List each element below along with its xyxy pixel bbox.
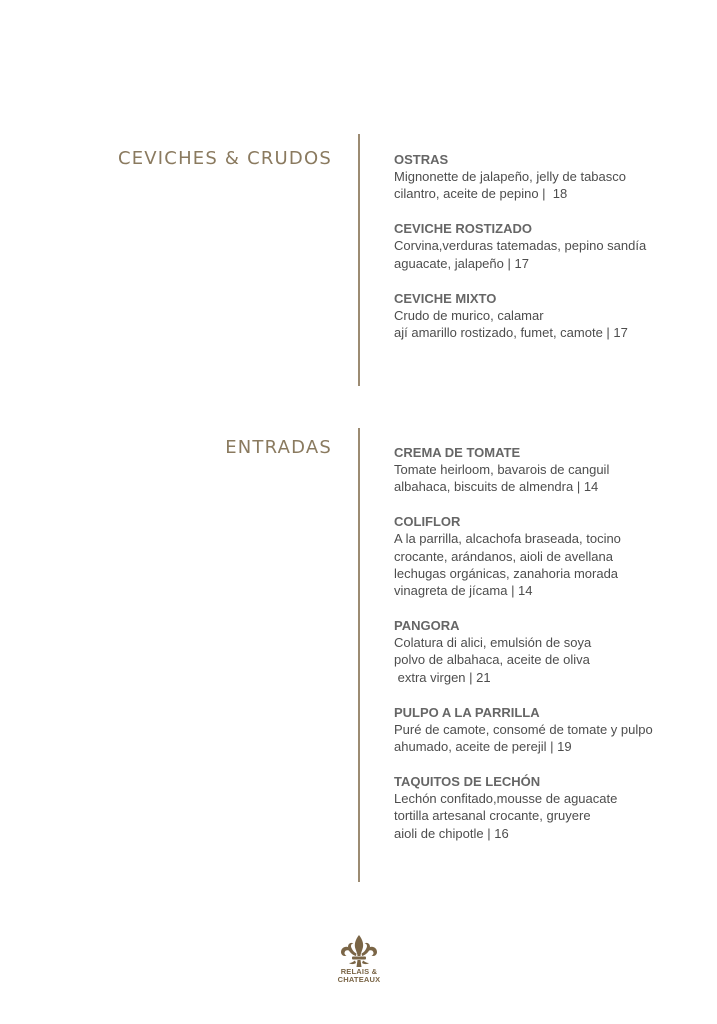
dish-description-line: crocante, arándanos, aioli de avellana — [394, 548, 613, 564]
dish-name: PULPO A LA PARRILLA — [394, 704, 540, 720]
menu-item — [394, 773, 694, 842]
dish-description-line: aguacate, jalapeño | 17 — [394, 255, 529, 271]
menu-item — [394, 617, 694, 686]
dish-description-line: Lechón confitado,mousse de aguacate — [394, 791, 618, 807]
dish-name: COLIFLOR — [394, 514, 461, 530]
dish-description-line: extra virgen | 21 — [394, 669, 491, 685]
section-divider — [358, 134, 360, 386]
dish-description-line: Mignonette de jalapeño, jelly de tabasco — [394, 169, 626, 184]
dish-description-line: aioli de chipotle | 16 — [394, 825, 509, 841]
dish-description-line: vinagreta de jícama | 14 — [394, 583, 533, 599]
menu-item — [394, 220, 694, 271]
menu-item — [394, 704, 694, 755]
dish-name: CEVICHE MIXTO — [394, 290, 497, 306]
dish-description-line: A la parrilla, alcachofa braseada, tocino — [394, 531, 621, 547]
dish-name: CREMA DE TOMATE — [394, 445, 521, 460]
dish-description-line: polvo de albahaca, aceite de oliva — [394, 652, 590, 668]
fleur-de-lis-icon — [338, 934, 380, 968]
logo-text-line2: CHATEAUX — [337, 975, 381, 984]
dish-description-line: ají amarillo rostizado, fumet, camote | 17 — [394, 325, 628, 341]
dish-name: TAQUITOS DE LECHÓN — [394, 774, 541, 790]
dish-description-line: Puré de camote, consomé de tomate y pulpo — [394, 721, 653, 737]
dish-name: OSTRAS — [394, 152, 449, 167]
menu-item — [394, 513, 694, 599]
section-items-entradas — [394, 444, 694, 860]
menu-item — [394, 444, 694, 495]
dish-description-line: ahumado, aceite de perejil | 19 — [394, 739, 572, 755]
dish-description-line: Crudo de murico, calamar — [394, 307, 544, 323]
dish-description-line: Colatura di alici, emulsión de soya — [394, 635, 592, 651]
dish-description-line: cilantro, aceite de pepino | 18 — [394, 186, 568, 202]
dish-description-line: Corvina,verduras tatemadas, pepino sandía — [394, 238, 647, 254]
section-items-ceviches — [394, 151, 694, 359]
section-divider — [358, 428, 360, 882]
dish-description-line: lechugas orgánicas, zanahoria morada — [394, 565, 619, 581]
dish-name: CEVICHE ROSTIZADO — [394, 221, 532, 237]
dish-description-line: tortilla artesanal crocante, gruyere — [394, 808, 591, 824]
logo-text-line1: RELAIS & — [340, 967, 378, 976]
section-title-entradas: ENTRADAS — [225, 437, 332, 458]
menu-item — [394, 290, 694, 341]
dish-name: PANGORA — [394, 618, 460, 634]
menu-item — [394, 151, 694, 202]
relais-chateaux-logo — [330, 934, 388, 984]
dish-description-line: albahaca, biscuits de almendra | 14 — [394, 479, 599, 495]
dish-description-line: Tomate heirloom, bavarois de canguil — [394, 462, 610, 477]
section-title-ceviches: CEVICHES & CRUDOS — [117, 148, 332, 169]
